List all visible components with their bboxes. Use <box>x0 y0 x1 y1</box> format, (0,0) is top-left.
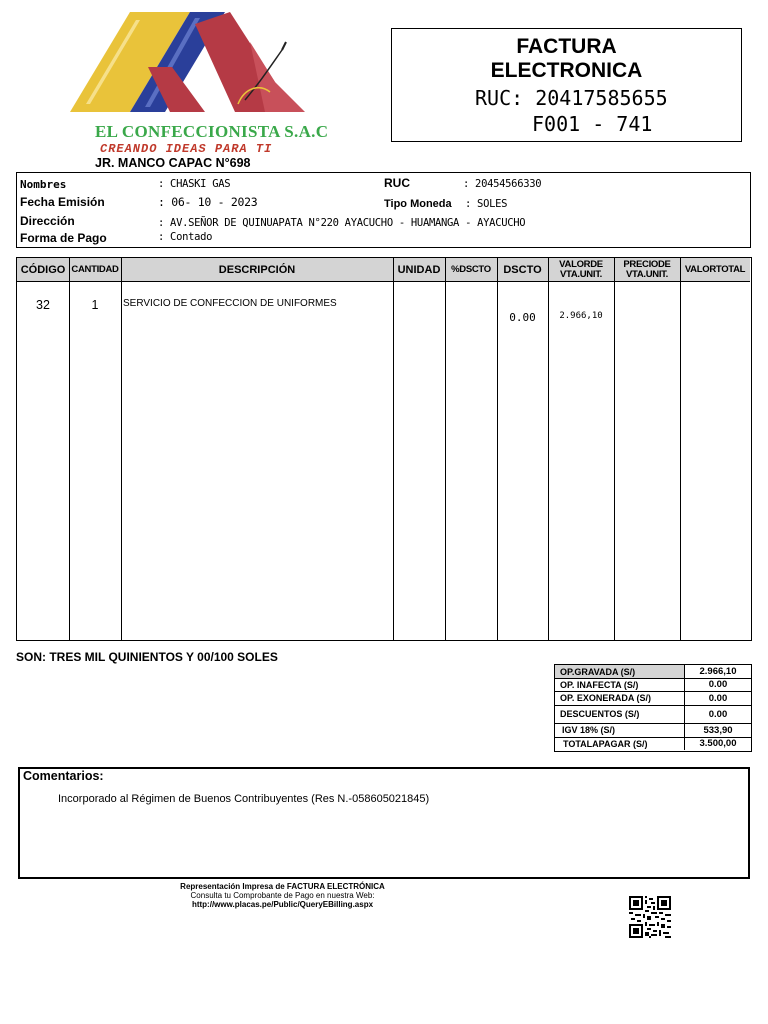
col-header-precio-unit: PRECIODE VTA.UNIT. <box>614 258 680 282</box>
total-row <box>555 678 751 692</box>
total-row <box>555 705 751 724</box>
items-table <box>16 257 752 641</box>
direccion-label: Dirección <box>20 214 75 228</box>
invoice-title-line2: ELECTRONICA <box>490 59 643 82</box>
total-label: DESCUENTOS (S/) <box>560 709 640 719</box>
qr-code-icon <box>629 896 671 938</box>
invoice-title-line1: FACTURA <box>516 35 617 58</box>
forma-pago-value: : Contado <box>158 231 213 243</box>
total-label: OP. EXONERADA (S/) <box>560 693 652 703</box>
comments-box <box>18 767 750 879</box>
col-header-codigo: CÓDIGO <box>17 258 69 282</box>
total-value: 0.00 <box>684 705 751 723</box>
footer-url: http://www.placas.pe/Public/QueryEBilling.aspx <box>191 900 374 909</box>
company-name: EL CONFECCIONISTA S.A.C <box>95 122 329 141</box>
total-label: TOTALAPAGAR (S/) <box>563 738 648 749</box>
total-value: 3.500,00 <box>684 737 751 750</box>
nombres-label: Nombres <box>20 178 67 191</box>
company-address: JR. MANCO CAPAC N°698 <box>95 156 251 170</box>
row-codigo: 32 <box>36 298 50 312</box>
total-label: OP. INAFECTA (S/) <box>560 679 639 690</box>
col-header-dscto: DSCTO <box>497 258 548 282</box>
comments-text: Incorporado al Régimen de Buenos Contribuyentes (Res N.-058605021845) <box>58 793 430 805</box>
col-header-valor-unit: VALORDE VTA.UNIT. <box>548 258 614 282</box>
total-row <box>555 691 751 706</box>
total-value: 2.966,10 <box>684 665 751 678</box>
col-divider <box>69 258 70 640</box>
col-divider <box>121 258 122 640</box>
total-value: 0.00 <box>684 691 751 705</box>
comments-title: Comentarios: <box>23 769 104 783</box>
col-divider <box>445 258 446 640</box>
direccion-value: : AV.SEÑOR DE QUINUAPATA N°220 AYACUCHO - HUAMANGA - AYACUCHO <box>158 217 526 229</box>
total-label: IGV 18% (S/) <box>562 725 616 735</box>
company-slogan: CREANDO IDEAS PARA TI <box>100 142 273 156</box>
footer-consulta: Consulta tu Comprobante de Pago en nuestra Web: <box>190 891 375 900</box>
total-row <box>555 723 751 738</box>
row-descripcion: SERVICIO DE CONFECCION DE UNIFORMES <box>123 298 337 309</box>
col-header-descripcion: DESCRIPCIÓN <box>121 258 393 282</box>
total-row <box>555 737 751 750</box>
col-divider <box>614 258 615 640</box>
forma-pago-label: Forma de Pago <box>20 231 107 245</box>
amount-in-words: SON: TRES MIL QUINIENTOS Y 00/100 SOLES <box>16 650 278 664</box>
total-label: OP.GRAVADA (S/) <box>560 666 636 677</box>
row-cantidad: 1 <box>91 298 99 312</box>
col-header-unidad: UNIDAD <box>393 258 445 282</box>
footer-title: Representación Impresa de FACTURA ELECTRÓNICA <box>180 882 385 891</box>
row-dscto: 0.00 <box>509 311 536 324</box>
fecha-value: : 06- 10 - 2023 <box>158 195 258 209</box>
client-ruc-label: RUC <box>384 176 410 190</box>
invoice-serie: F001 - 741 <box>532 112 653 136</box>
invoice-ruc: RUC: 20417585655 <box>475 86 668 110</box>
col-header-cantidad: CANTIDAD <box>69 258 121 282</box>
tipo-moneda-label: Tipo Moneda <box>384 198 452 210</box>
total-row <box>555 665 751 679</box>
row-valor-unit: 2.966,10 <box>559 311 603 321</box>
col-header-pdscto: %DSCTO <box>445 258 497 282</box>
total-value: 0.00 <box>684 678 751 691</box>
total-value: 533,90 <box>684 723 751 737</box>
tipo-moneda-value: : SOLES <box>465 198 508 210</box>
fecha-label: Fecha Emisión <box>20 195 105 209</box>
col-header-valor-total: VALORTOTAL <box>680 258 750 282</box>
client-ruc-value: : 20454566330 <box>463 178 542 190</box>
col-divider <box>680 258 681 640</box>
totals-box <box>554 664 752 752</box>
nombres-value: : CHASKI GAS <box>158 178 231 190</box>
col-divider <box>393 258 394 640</box>
company-logo <box>70 12 315 117</box>
